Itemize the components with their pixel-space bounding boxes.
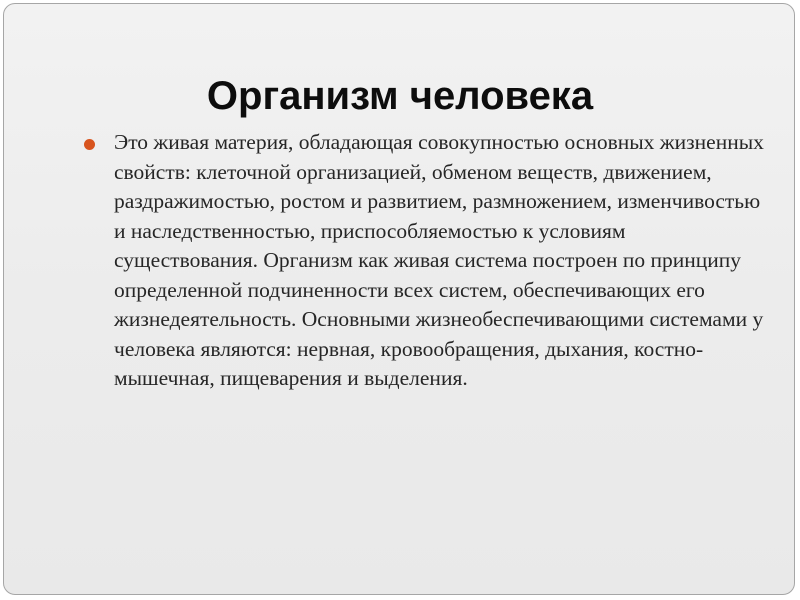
bullet-text: Это живая материя, обладающая совокупностью основных жизненных свойств: клеточной организацией, обменом веществ, движением, раздражимостью, ростом и развитием, размножением, изменчивостью и наследственностью, приспособляемостью к условиям существования. Организм как живая система построен по принципу определенной подчиненности всех систем, обеспечивающих его жизнедеятельность. Основными жизнеобеспечивающими системами у человека являются: нервная, кровообращения, дыхания, костно-мышечная, пищеварения и выделения. <box>114 130 764 390</box>
bullet-dot-icon <box>84 139 95 150</box>
slide-title: Организм человека <box>206 74 594 118</box>
bullet-item <box>80 128 770 394</box>
bullet-list <box>80 128 770 394</box>
